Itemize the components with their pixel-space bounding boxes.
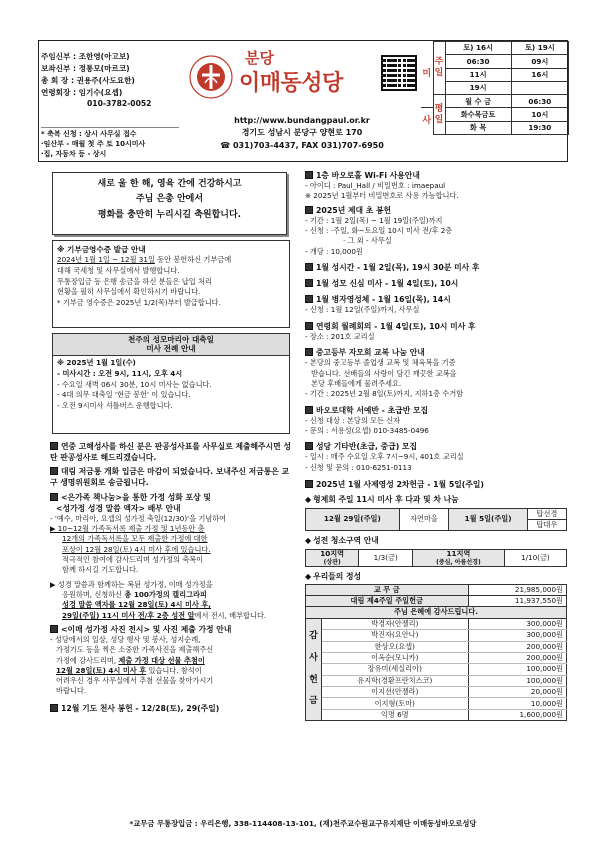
notice-line: ·임산부 - 매월 첫 주 토 10시미사 bbox=[41, 139, 146, 148]
photo-line: 가정기도 등을 찍은 소중한 가족사진을 제출해주신 bbox=[56, 645, 214, 655]
mass-time: 06:30 bbox=[445, 55, 511, 68]
savings-notice: 대림 저금통 개화 입금은 마감이 되었습니다. 보내주신 저금통은 교구 생명위원회로 송금됩니다. bbox=[50, 467, 290, 488]
donor-name: 이옥순(모니카) bbox=[322, 652, 469, 663]
family-line: ▶ 성경 말씀과 함께하는 복된 성가정, 이매 성가정을 bbox=[50, 579, 213, 589]
uniform-line: - 본당의 중고등부 졸업생 교복 및 체육복을 기증 bbox=[305, 358, 456, 368]
mass-time: 10시 bbox=[511, 108, 568, 121]
notice-line: * 축복 신청 : 상시 사무실 접수 bbox=[41, 130, 137, 138]
tea-title: ◆ 형제회 주일 11시 미사 후 다과 및 차 나눔 bbox=[305, 495, 459, 505]
weekday-days: 월 수 금 bbox=[445, 95, 511, 108]
bullet-icon bbox=[305, 263, 313, 271]
donor-amount: 100,000원 bbox=[468, 664, 566, 675]
donation-period: 2024년 1월 1일 ~ 12월 31일 bbox=[57, 255, 155, 265]
mary-title: 천주의 성모마리아 대축일 bbox=[128, 335, 214, 344]
donor-name: 이지형(토마) bbox=[322, 698, 469, 709]
donation-line: 무통장입금 등 은행 송금을 하신 분들은 납입 처리 bbox=[57, 276, 212, 286]
candle-line: - 신청 : ·주일, 화~토요일 10시 미사 전/후 2층 bbox=[305, 226, 453, 236]
uniform-line: 받습니다. 선배들의 사랑이 담긴 깨끗한 교복을 bbox=[311, 368, 457, 378]
tea-table bbox=[305, 508, 567, 532]
donor-amount: 200,000원 bbox=[468, 652, 566, 663]
bullet-icon bbox=[305, 348, 313, 356]
greeting-line: 주님 은총 안에서 bbox=[135, 194, 204, 205]
bullet-icon bbox=[50, 625, 58, 633]
photo-line: - 성당에서의 일상, 성당 행사 및 봉사, 성지순례, bbox=[50, 634, 201, 644]
mary-solemnity-box bbox=[52, 333, 290, 434]
collection-notice: 2025년 1월 사제영성 2차헌금 - 1월 5일(주일) bbox=[305, 479, 567, 490]
phone-fax: ☎ 031)703-4437, FAX 031)707-6950 bbox=[220, 140, 384, 150]
sick-line: - 신청 : 1월 12일(주일)까지, 사무실 bbox=[305, 305, 420, 315]
parish-name-top: 분당 bbox=[245, 49, 274, 67]
donor-amount: 300,000원 bbox=[468, 618, 566, 629]
tea-date: 1월 5일(주일) bbox=[449, 508, 528, 531]
mary-line: - 오전 9시미사 셔틀버스 운행합니다. bbox=[57, 401, 173, 411]
mass-time: 19시 bbox=[445, 81, 511, 94]
calligraphy-line: - 신청 대상 : 본당의 모든 신자 bbox=[305, 415, 401, 425]
left-notices bbox=[50, 438, 292, 714]
photo-line: 가정에 감사드리며, 제출 가정 대상 선물 추첨이 bbox=[56, 655, 205, 665]
donor-name: 유지학(경환프란치스코) bbox=[322, 675, 469, 686]
donor-name: 박진자(요안나) bbox=[322, 630, 469, 641]
mass-schedule bbox=[421, 41, 569, 161]
guitar-line: - 일시 : 매주 수요일 오후 7시~9시, 401호 교리실 bbox=[305, 452, 464, 462]
website-link[interactable]: http://www.bundangpaul.or.kr bbox=[234, 116, 370, 125]
mass-time: 16시 bbox=[511, 68, 568, 81]
bullet-icon bbox=[305, 206, 313, 214]
staff-list bbox=[41, 51, 181, 110]
parish-logo-area bbox=[185, 45, 401, 115]
cleaning-area: 10지역 (상관) bbox=[306, 549, 359, 567]
contact-info bbox=[185, 115, 419, 152]
wifi-line: - 아이디 : Paul_Hall / 비밀번호 : imaepaul bbox=[305, 181, 446, 191]
staff-president: 총 회 장 : 권용주(사도요한) bbox=[41, 75, 135, 85]
donor-amount: 1,600,000원 bbox=[468, 709, 566, 720]
donation-line: 대해 국세청 및 사무실에서 발행합니다. bbox=[57, 265, 180, 275]
uniform-line: - 기간 : 2025년 2월 8일(토)까지, 지하1층 수거함 bbox=[305, 389, 464, 399]
family-line: 함께 하시길 기도합니다. bbox=[62, 565, 139, 575]
bullet-icon bbox=[305, 279, 313, 287]
mary-line: - 수요일 새벽 06시 30분, 10시 미사는 없습니다. bbox=[57, 379, 212, 389]
tea-date: 12월 29일(주일) bbox=[306, 508, 400, 531]
thanks-offering-label: 감 사 헌 금 bbox=[306, 618, 322, 721]
weekday-days: 화 목 bbox=[445, 121, 511, 134]
bullet-icon bbox=[305, 442, 313, 450]
mass-time: 19:30 bbox=[511, 121, 568, 134]
donation-receipt-box bbox=[52, 240, 290, 328]
prayer-notice: 12월 기도 천사 봉헌 - 12/28(토), 29(주일) bbox=[50, 703, 292, 714]
parish-logo bbox=[189, 49, 233, 109]
greeting-line: 새로 울 한 해, 영육 간에 건강하시고 bbox=[97, 179, 242, 189]
family-line: ▶ 10~12월 가족독서록 제출 가정 및 1년동안 총 bbox=[50, 524, 205, 534]
holy-hour: 1월 성시간 - 1월 2일(목), 19시 30분 미사 후 bbox=[305, 262, 567, 273]
bullet-icon bbox=[305, 322, 313, 330]
staff-funeral: 연령회장 : 임기수(요셉) bbox=[41, 87, 123, 97]
staff-assistant: 보좌신부 : 정통모(마르코) bbox=[41, 63, 130, 73]
right-notices bbox=[305, 170, 567, 721]
notice-line: ·집, 자동차 등 - 상시 bbox=[41, 149, 107, 158]
donor-name: 박경자(안젤리) bbox=[322, 618, 469, 629]
mary-subtitle: 미사 전례 안내 bbox=[146, 344, 196, 354]
photo-line: 바랍니다. bbox=[56, 686, 87, 696]
mass-time: 06:30 bbox=[511, 95, 568, 108]
mary-line: - 4대 의무 대축일 '현금 봉헌' 이 있습니다. bbox=[57, 390, 191, 400]
council-line: - 장소 : 201호 교리실 bbox=[305, 331, 375, 341]
donor-amount: 20,000원 bbox=[468, 687, 566, 698]
cleaning-date: 1/10(금) bbox=[504, 549, 566, 567]
bank-footer: *교무금 무통장입금 : 우리은행, 338-114408-13-101, (재)천주교수원교구유지재단 이매동성바오로성당 bbox=[129, 819, 477, 828]
family-line: 성경 말씀 액자를 12월 28일(토) 4시 미사 후, bbox=[62, 600, 212, 610]
mary-header bbox=[53, 334, 289, 356]
donor-name: 한상오(요셉) bbox=[322, 641, 469, 652]
parish-name: 이매동성당 bbox=[239, 71, 343, 96]
mass-label-sa: 사 bbox=[421, 108, 433, 135]
diamond-icon: ◆ bbox=[305, 536, 312, 546]
finance-label: 대림 제4주일 주일헌금 bbox=[306, 595, 469, 606]
family-line: 포상이 12월 28일(토) 4시 미사 후에 있습니다. bbox=[62, 544, 211, 554]
donation-line-rest: 동안 봉헌하신 기부금에 bbox=[154, 255, 232, 265]
bullet-icon bbox=[50, 467, 58, 475]
family-intro: - '예수, 마리아, 요셉의 성가정 축일(12/30)'을 기념하여 bbox=[50, 513, 227, 523]
mass-time bbox=[511, 81, 568, 94]
finance-amount: 21,985,000원 bbox=[468, 584, 566, 595]
family-line: 12개의 가족독서록을 모두 제출한 가정에 대한 bbox=[62, 534, 208, 544]
weekend-head: 토) 19시 bbox=[511, 42, 568, 55]
tea-group: 탑선경 bbox=[527, 508, 566, 519]
greeting-line: 평화를 충만히 누리시길 축원합니다. bbox=[97, 209, 242, 220]
blessing-notice bbox=[41, 127, 179, 160]
uniform-title: 중고등부 자모회 교복 나눔 안내 bbox=[305, 347, 567, 358]
address: 경기도 성남시 분당구 양현로 170 bbox=[241, 128, 363, 138]
weekend-label: 주 일 bbox=[433, 42, 445, 95]
diamond-icon: ◆ bbox=[305, 572, 312, 582]
bulletin-header bbox=[38, 40, 568, 162]
donor-amount: 10,000원 bbox=[468, 698, 566, 709]
photo-line: 12월 28일(토) 4시 미사 후 있습니다. 참석이 bbox=[56, 665, 202, 675]
thanks-banner: 주님 은혜에 감사드립니다. bbox=[306, 607, 567, 618]
calligraphy-title: 바오로대학 서예반 - 초급반 모집 bbox=[305, 405, 567, 416]
donor-name: 이지선(안젤라) bbox=[322, 687, 469, 698]
donor-name: 장유미(세실리아) bbox=[322, 664, 469, 675]
calligraphy-line: - 문의 : 서용성(요셉) 010-3485-0496 bbox=[305, 425, 429, 435]
bullet-icon bbox=[305, 295, 313, 303]
donor-amount: 200,000원 bbox=[468, 641, 566, 652]
new-year-greeting bbox=[52, 172, 287, 235]
staff-phone: 010-3782-0052 bbox=[87, 99, 152, 109]
tea-group: 탑대우 bbox=[527, 519, 566, 530]
donation-note: * 기부금 영수증은 2025년 1/2(목)부터 발급합니다. bbox=[57, 297, 221, 307]
confession-notice: 연중 고해성사를 하신 분은 판공성사표를 사무실로 제출해주시면 성탄 판공성사로 해드리겠습니다. bbox=[50, 442, 291, 463]
finance-amount: 11,937,550원 bbox=[468, 595, 566, 606]
wifi-line: ※ 2025년 1월부터 비밀번호로 사용 가능합니다. bbox=[305, 191, 459, 201]
family-line: 적극적인 참여에 감사드리며 성가정의 축복이 bbox=[62, 555, 204, 565]
bullet-icon bbox=[50, 442, 58, 450]
staff-pastor: 주임신부 : 조한영(아고보) bbox=[41, 52, 130, 61]
weekday-label: 평 일 bbox=[433, 95, 445, 135]
bullet-icon bbox=[305, 480, 313, 488]
cleaning-table bbox=[305, 549, 567, 568]
qr-code-pattern bbox=[383, 57, 415, 89]
candle-title: 2025년 제대 초 봉헌 bbox=[305, 205, 567, 216]
donor-amount: 300,000원 bbox=[468, 630, 566, 641]
donation-title: ※ 기부금영수증 발급 안내 bbox=[57, 245, 146, 254]
photo-line: 어려우신 경우 사무실에서 추첨 선물을 찾아가시기 bbox=[56, 676, 214, 686]
donation-line: 현황을 필히 사무실에서 확인하시기 바랍니다. bbox=[57, 287, 201, 297]
mass-schedule-table bbox=[421, 41, 569, 135]
family-line: 29일(주일) 11시 미사 전/후 2층 성전 앞에서 전시, 배부합니다. bbox=[62, 610, 267, 620]
weekday-days: 화수목금토 bbox=[445, 108, 511, 121]
mass-time: 09시 bbox=[511, 55, 568, 68]
finance-title: ◆ 우리들의 정성 bbox=[305, 572, 362, 582]
donor-amount: 100,000원 bbox=[468, 675, 566, 686]
council-title: 연령회 월례회의 - 1월 4일(토), 10시 미사 후 bbox=[305, 321, 567, 332]
finance-table bbox=[305, 584, 567, 722]
sick-communion-title: 1월 병자영성체 - 1월 16일(목), 14시 bbox=[305, 294, 567, 305]
donation-line bbox=[57, 255, 285, 266]
donor-name: 익명 6명 bbox=[322, 709, 469, 720]
cleaning-date: 1/3(금) bbox=[359, 549, 413, 567]
guitar-title: 성당 기타반(초급, 중급) 모집 bbox=[305, 441, 567, 452]
family-title: <은가족 책나눔>을 통한 가정 성화 포상 및 <성가정 성경 말씀 액자> 배부 안내 bbox=[50, 492, 292, 514]
mary-date: ※ 2025년 1월 1일(수) bbox=[57, 357, 136, 367]
candle-line: · 그 외 - 사무실 bbox=[343, 236, 392, 246]
mary-time: - 미사시간 : 오전 9시, 11시, 오후 4시 bbox=[57, 368, 183, 378]
bullet-icon bbox=[50, 493, 58, 501]
guitar-line: - 신청 및 문의 : 010-6251-0113 bbox=[305, 462, 412, 472]
bullet-icon bbox=[305, 406, 313, 414]
uniform-line: 본당 후배들에게 물려주세요. bbox=[311, 378, 402, 388]
bullet-icon bbox=[50, 704, 58, 712]
mass-label-mi: 미 bbox=[421, 42, 433, 108]
candle-line: - 기간 : 1월 2일(목) ~ 1월 19일(주일)까지 bbox=[305, 215, 443, 225]
mass-time: 11시 bbox=[445, 68, 511, 81]
family-line: 응원하며, 신청하신 총 100가정의 캘리그라피 bbox=[62, 589, 207, 599]
candle-line: - 개당 : 10,000원 bbox=[305, 246, 363, 256]
bullet-icon bbox=[305, 171, 313, 179]
weekend-head: 토) 16시 bbox=[445, 42, 511, 55]
marian-mass: 1월 성모 신심 미사 - 1월 4일(토), 10시 bbox=[305, 278, 567, 289]
photo-title: <이매 성가정 사진 전시> 및 사진 제출 가정 안내 bbox=[50, 624, 292, 635]
tea-group: 자연마을 bbox=[399, 508, 449, 531]
diamond-icon: ◆ bbox=[305, 495, 312, 505]
cleaning-area: 11지역 (중심, 아름선경) bbox=[413, 549, 505, 567]
wifi-title: 1층 바오로홀 Wi-Fi 사용안내 bbox=[305, 170, 567, 181]
cleaning-title: ◆ 성전 청소구역 안내 bbox=[305, 536, 379, 546]
finance-label: 교 무 금 bbox=[306, 584, 469, 595]
